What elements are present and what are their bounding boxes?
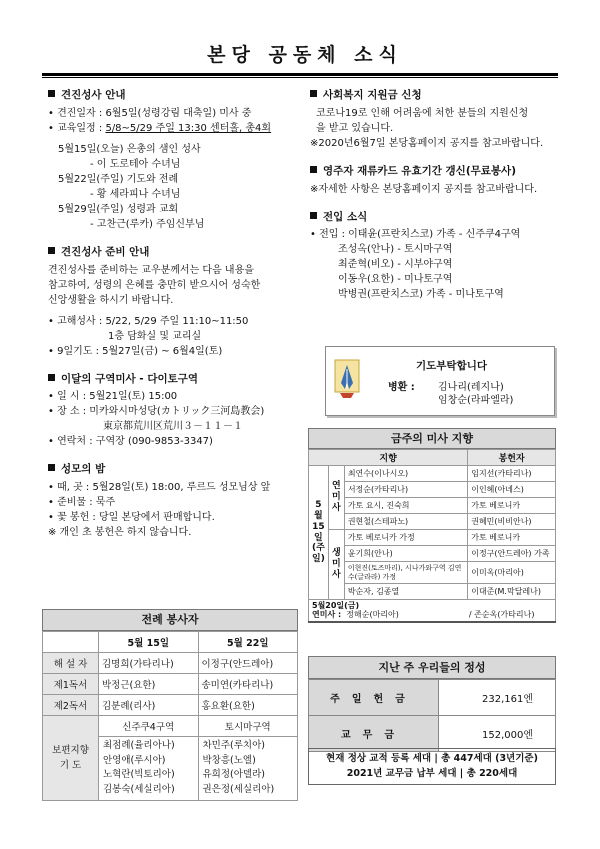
- table-row: [309, 466, 556, 482]
- offering-table: [308, 679, 556, 752]
- bullet-square-icon: [310, 166, 317, 173]
- offerer-cell: 임지선(카타리나): [468, 466, 556, 482]
- section-heading-welfare: 사회복지 지원금 신청: [310, 88, 560, 104]
- confirmation-date: • 견진일자 : 6월5일(성령강림 대축일) 미사 중: [48, 107, 252, 119]
- page-title: 본당 공동체 소식: [207, 44, 403, 66]
- session-date: 5월15일(오늘) 은총의 샘인 성사: [58, 143, 201, 155]
- table-row: [309, 584, 556, 600]
- table-row: [309, 680, 556, 716]
- session-speaker: - 황 세라피나 수녀님: [90, 188, 181, 200]
- table-row: [309, 530, 556, 546]
- server-cell: 이정구(안드레아): [198, 653, 298, 674]
- section-heading-card: 영주자 재류카드 유효기간 갱신(무료봉사): [310, 164, 560, 180]
- offering-value: 232,161엔: [439, 680, 556, 716]
- district-contact: • 연락처 : 구역장 (090-9853-3347): [48, 436, 213, 448]
- mass-footer: [309, 600, 556, 622]
- table-row: [43, 653, 298, 674]
- novena-dates: • 9일기도 : 5월27일(금) ~ 6월4일(토): [48, 345, 223, 357]
- offering-label: 주일헌금: [309, 680, 439, 716]
- intent-cell: 윤기희(안나): [344, 546, 467, 562]
- table-row: [309, 600, 556, 622]
- server-cell: 김분례(리사): [99, 695, 199, 716]
- offerer-cell: 권혜민(비비안나): [468, 514, 556, 530]
- corner-cell: [43, 632, 99, 653]
- mary-flowers: • 꽃 봉헌 : 당일 본당에서 판매합니다.: [48, 512, 215, 523]
- welfare-note: ※2020년6월7일 본당홈페이지 공지를 참고바랍니다.: [310, 137, 544, 149]
- mary-note: ※ 개인 초 봉헌은 하지 않습니다.: [48, 527, 192, 538]
- offerer-cell: 이미옥(마리아): [468, 562, 556, 584]
- servers-table: [42, 631, 298, 801]
- offerer-cell: 이인혜(아녜스): [468, 482, 556, 498]
- server-cell: 홍요환(요한): [198, 695, 298, 716]
- section-heading-prep: 견진성사 준비 안내: [48, 245, 298, 261]
- intent-cell: 이현진(토즈마리), 시나가와구역 김연수(글라라) 가정: [344, 562, 467, 584]
- household-summary: [308, 748, 556, 785]
- move-item: 박병권(프란치스코) 가족 - 미나토구역: [338, 289, 504, 301]
- district-label: 신주쿠4구역: [99, 716, 199, 737]
- prayer-name: 임창순(라파엘라): [438, 395, 514, 406]
- intent-cell: 박순자, 김종열: [344, 584, 467, 600]
- server-cell: 김명희(가타리나): [99, 653, 199, 674]
- table-row: [309, 716, 556, 752]
- table-row: [309, 562, 556, 584]
- intent-cell: 가토 베로니카 가정: [344, 530, 467, 546]
- summary-line: 현재 정상 교적 등록 세대 | 총 447세대 (3년기준): [326, 753, 538, 764]
- confession-place: 1층 담화실 및 교리실: [108, 330, 202, 342]
- welfare-body-line: 을 받고 있습니다.: [316, 122, 394, 134]
- right-column: [310, 88, 560, 302]
- pray-list-2: 차민주(루치아) 박창흥(노엘) 유희정(아델라) 권은정(세실리아): [198, 737, 298, 801]
- role-label: 제1독서: [43, 674, 99, 695]
- move-item: 이동우(요한) - 미나토구역: [338, 274, 453, 286]
- table-row: [43, 674, 298, 695]
- section-heading-moves: 전입 소식: [310, 210, 560, 226]
- bullet-square-icon: [48, 247, 55, 254]
- offerer-cell: 이대준(M.막달레나): [468, 584, 556, 600]
- praying-hands-icon: [334, 359, 360, 399]
- intent-cell: 가토 요시, 진숙희: [344, 498, 467, 514]
- group-label-living: 생미사: [328, 530, 344, 600]
- col-header-date-1: 5월 15일: [99, 632, 199, 653]
- role-label: 제2독서: [43, 695, 99, 716]
- confession-times: • 고해성사 : 5/22, 5/29 주일 11:10~11:50: [48, 315, 249, 327]
- section-heading-district: 이달의 구역미사 - 다이토구역: [48, 372, 298, 388]
- bullet-square-icon: [48, 464, 55, 471]
- footer-line: 연미사 : 정해순(마리아) / 존순옥(가타리나): [312, 610, 535, 620]
- bullet-square-icon: [310, 212, 317, 219]
- intent-cell: 최연수(이나시오): [344, 466, 467, 482]
- col-header-offerer: 봉헌자: [468, 450, 556, 466]
- footer-date: 5월20일(금): [312, 600, 360, 610]
- col-header-date-2: 5월 22일: [198, 632, 298, 653]
- table-row: [43, 695, 298, 716]
- section-heading-visit: 견진성사 안내: [48, 88, 298, 104]
- role-label: 보편지향 기 도: [43, 716, 99, 801]
- prayer-name: 김나리(레지나): [438, 382, 504, 393]
- district-place: • 장 소 : 미카와시마성당(カトリック三河島教会): [48, 406, 265, 418]
- mary-time-place: • 때, 곳 : 5월28일(토) 18:00, 루르드 성모님상 앞: [48, 482, 271, 493]
- prep-body-line: 참고하여, 성령의 은혜를 충만히 받으시어 성숙한: [48, 279, 261, 291]
- server-cell: 송미연(카타리나): [198, 674, 298, 695]
- district-label: 토시마구역: [198, 716, 298, 737]
- prep-body-line: 신앙생활을 하시기 바랍니다.: [48, 294, 174, 306]
- prayer-label: 병환 :: [388, 382, 415, 393]
- offering-label: 교무금: [309, 716, 439, 752]
- mary-prep: • 준비물 : 묵주: [48, 497, 116, 508]
- district-address: 東京都荒川区荒川３－１１－１: [103, 421, 243, 433]
- offerer-cell: 이정구(안드레아) 가족: [468, 546, 556, 562]
- title-rule-thin: [42, 77, 558, 78]
- bullet-square-icon: [48, 374, 55, 381]
- table-row: [309, 482, 556, 498]
- table-row: [43, 716, 298, 737]
- card-note: ※자세한 사항은 본당홈페이지 공지를 참고바랍니다.: [310, 183, 538, 195]
- servers-heading: 전례 봉사자: [42, 609, 298, 631]
- group-label-requiem: 연미사: [328, 466, 344, 530]
- session-date: 5월22일(주일) 기도와 전례: [58, 173, 179, 185]
- session-speaker: - 이 도로테아 수녀님: [90, 158, 181, 170]
- table-row: [309, 514, 556, 530]
- server-cell: 박정근(요한): [99, 674, 199, 695]
- left-column: [48, 88, 298, 540]
- session-date: 5월29일(주일) 성령과 교회: [58, 203, 179, 215]
- session-speaker: - 고찬근(루카) 주임신부님: [90, 218, 205, 230]
- offering-heading: 지난 주 우리들의 정성: [308, 656, 556, 679]
- prayer-title: 기도부탁합니다: [416, 360, 488, 372]
- district-date: • 일 시 : 5월21일(토) 15:00: [48, 391, 178, 403]
- education-schedule: • 교육일정 : 5/8~5/29 주일 13:30 센터홀, 총4회: [48, 122, 272, 134]
- bullet-square-icon: [310, 90, 317, 97]
- role-label: 해 설 자: [43, 653, 99, 674]
- table-row: [309, 546, 556, 562]
- mass-intentions-heading: 금주의 미사 지향: [308, 428, 556, 449]
- col-header-intent: 지향: [309, 450, 468, 466]
- bullet-square-icon: [48, 90, 55, 97]
- table-row: [309, 498, 556, 514]
- mass-date-label: 5월15일(주일): [309, 466, 329, 600]
- move-item: 조성옥(안나) - 토시마구역: [338, 244, 453, 256]
- prayer-request-box: [325, 346, 555, 416]
- section-heading-mary: 성모의 밤: [48, 462, 298, 478]
- mass-intentions-table: [308, 449, 556, 623]
- welfare-body-line: 코로나19로 인해 어려움에 처한 분들의 지원신청: [316, 107, 529, 119]
- move-item: 최준혁(비오) - 시부야구역: [338, 259, 453, 271]
- intent-cell: 권현철(스테파노): [344, 514, 467, 530]
- summary-line: 2021년 교무금 납부 세대 | 총 220세대: [346, 767, 518, 779]
- title-rule: [42, 73, 558, 76]
- move-item: • 전입 : 이태윤(프란치스코) 가족 - 신주쿠4구역: [310, 229, 521, 241]
- offerer-cell: 가토 베로니카: [468, 498, 556, 514]
- intent-cell: 서정순(카타리나): [344, 482, 467, 498]
- pray-list-1: 최점례(율리아나) 안영애(루시아) 노혁란(빅토리아) 김봉숙(세실리아): [99, 737, 199, 801]
- offerer-cell: 가토 베로니카: [468, 530, 556, 546]
- prep-body-line: 견진성사를 준비하는 교우분께서는 다음 내용을: [48, 264, 254, 276]
- offering-value: 152,000엔: [439, 716, 556, 752]
